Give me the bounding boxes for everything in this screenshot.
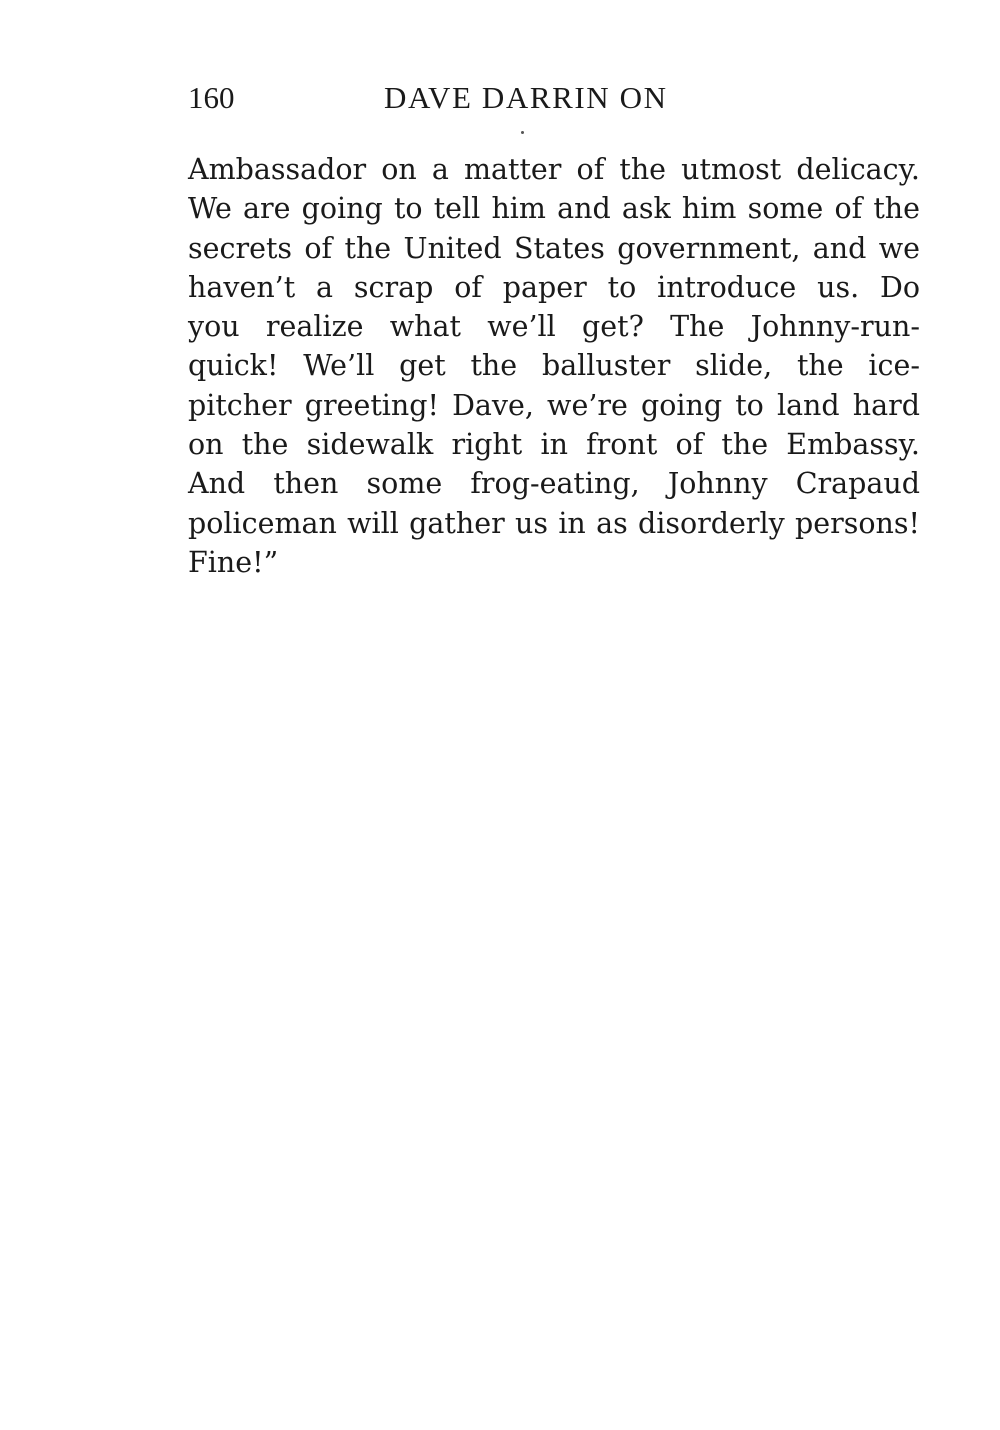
text-line: quick! We’ll get the balluster slide, the ice- bbox=[188, 349, 920, 383]
text-line: on the sidewalk right in front of the Embassy. bbox=[188, 428, 920, 462]
body-paragraph bbox=[188, 150, 920, 582]
running-title: DAVE DARRIN ON bbox=[384, 80, 668, 115]
text-line: Fine!” bbox=[188, 545, 279, 579]
text-line: secrets of the United States government, and we bbox=[188, 231, 920, 265]
text-line: We are going to tell him and ask him some of the bbox=[188, 192, 920, 226]
page-number: 160 bbox=[188, 80, 235, 115]
print-speck bbox=[521, 131, 524, 134]
text-line: policeman will gather us in as disorderly persons! bbox=[188, 506, 920, 540]
text-line: haven’t a scrap of paper to introduce us. Do bbox=[188, 270, 920, 304]
running-head bbox=[188, 78, 728, 118]
text-line: And then some frog-eating, Johnny Crapaud bbox=[188, 467, 920, 501]
text-line: Ambassador on a matter of the utmost delicacy. bbox=[188, 153, 920, 186]
text-line: you realize what we’ll get? The Johnny-run- bbox=[188, 310, 920, 344]
text-line: pitcher greeting! Dave, we’re going to land hard bbox=[188, 388, 920, 422]
